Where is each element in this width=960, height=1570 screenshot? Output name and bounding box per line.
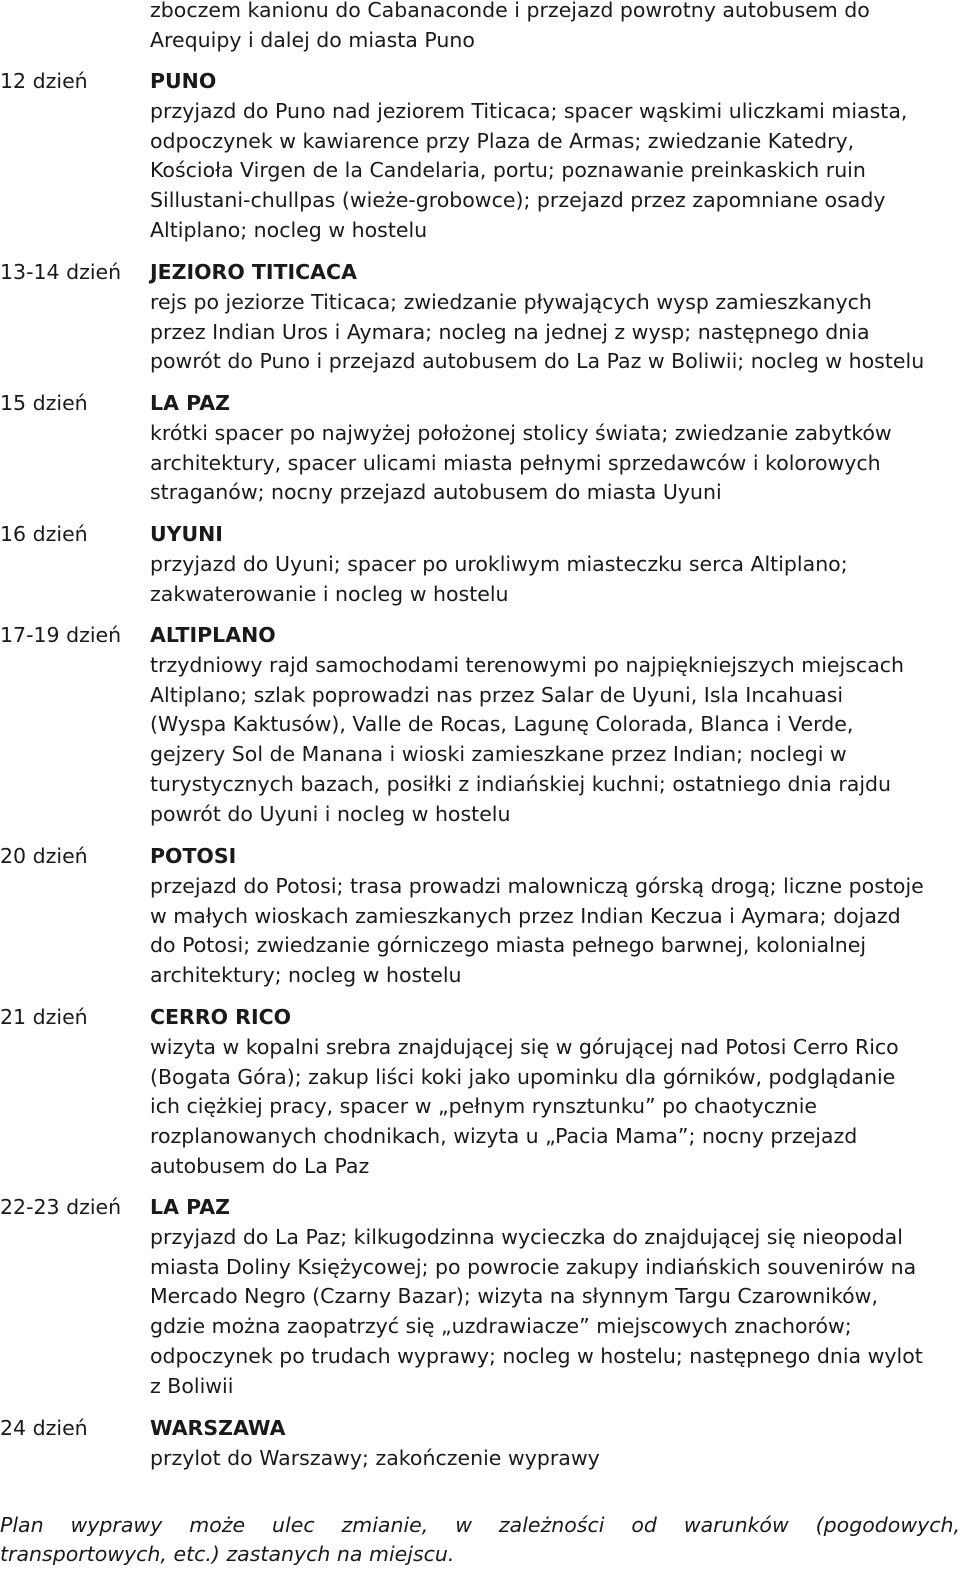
- description-line: turystycznych bazach, posiłki z indiańskiej kuchni; ostatniego dnia rajdu: [150, 771, 892, 796]
- description-line: gejzery Sol de Manana i wioski zamieszkane przez Indian; noclegi w: [150, 742, 847, 767]
- itinerary-note: [0, 1511, 960, 1569]
- description-line: przez Indian Uros i Aymara; nocleg na jednej z wysp; następnego dnia: [150, 319, 870, 344]
- day-label: 12 dzień: [0, 69, 88, 93]
- intro-line: Arequipy i dalej do miasta Puno: [150, 27, 475, 52]
- note-line: transportowych, etc.) zastanych na miejscu.: [0, 1542, 455, 1566]
- description-line: Altiplano; szlak poprowadzi nas przez Salar de Uyuni, Isla Incahuasi: [150, 682, 844, 707]
- description-line: (Bogata Góra); zakup liści koki jako upominku dla górników, podglądanie: [150, 1064, 896, 1089]
- place-heading: PUNO: [150, 69, 217, 93]
- place-heading: JEZIORO TITICACA: [150, 260, 357, 284]
- place-heading: CERRO RICO: [150, 1005, 292, 1029]
- entry-content: [150, 1003, 899, 1182]
- description-line: powrót do Puno i przejazd autobusem do La Paz w Boliwii; nocleg w hostelu: [150, 349, 925, 374]
- entry-content: [150, 621, 904, 830]
- description-line: w małych wioskach zamieszkanych przez Indian Keczua i Aymara; dojazd: [150, 903, 901, 928]
- day-label: 15 dzień: [0, 391, 88, 415]
- day-label: 20 dzień: [0, 844, 88, 868]
- day-label: 16 dzień: [0, 522, 88, 546]
- place-heading: LA PAZ: [150, 391, 230, 415]
- day-label: 13-14 dzień: [0, 260, 122, 284]
- description-line: (Wyspa Kaktusów), Valle de Rocas, Lagunę Colorada, Blanca i Verde,: [150, 712, 854, 737]
- entry-content: [150, 1414, 600, 1474]
- description-line: architektury; nocleg w hostelu: [150, 963, 462, 988]
- description-line: przylot do Warszawy; zakończenie wyprawy: [150, 1445, 600, 1470]
- entry-content: [150, 258, 924, 377]
- entry-content: [150, 520, 848, 609]
- place-heading: ALTIPLANO: [150, 623, 276, 647]
- intro-continuation: [150, 0, 870, 56]
- day-label: 24 dzień: [0, 1416, 88, 1440]
- place-heading: UYUNI: [150, 522, 223, 546]
- description-line: rozplanowanych chodnikach, wizyta u „Pacia Mama”; nocny przejazd: [150, 1124, 858, 1149]
- description-line: przyjazd do Uyuni; spacer po urokliwym miasteczku serca Altiplano;: [150, 551, 848, 576]
- description-line: do Potosi; zwiedzanie górniczego miasta pełnego barwnej, kolonialnej: [150, 933, 867, 958]
- description-line: autobusem do La Paz: [150, 1153, 370, 1178]
- intro-line: zboczem kanionu do Cabanaconde i przejazd powrotny autobusem do: [150, 0, 870, 22]
- description-line: wizyta w kopalni srebra znajdującej się w górującej nad Potosi Cerro Rico: [150, 1034, 899, 1059]
- description-line: Sillustani-chullpas (wieże-grobowce); przejazd przez zapomniane osady: [150, 188, 886, 213]
- place-heading: WARSZAWA: [150, 1416, 286, 1440]
- description-line: architektury, spacer ulicami miasta pełnymi sprzedawców i kolorowych: [150, 450, 881, 475]
- description-line: powrót do Uyuni i nocleg w hostelu: [150, 801, 511, 826]
- description-line: z Boliwii: [150, 1373, 234, 1398]
- description-line: ich ciężkiej pracy, spacer w „pełnym rynsztunku” po chaotycznie: [150, 1094, 818, 1119]
- description-line: przejazd do Potosi; trasa prowadzi malowniczą górską drogą; liczne postoje: [150, 873, 924, 898]
- description-line: Kościoła Virgen de la Candelaria, portu; poznawanie preinkaskich ruin: [150, 158, 866, 183]
- description-line: straganów; nocny przejazd autobusem do miasta Uyuni: [150, 480, 722, 505]
- description-line: rejs po jeziorze Titicaca; zwiedzanie pływających wysp zamieszkanych: [150, 289, 872, 314]
- description-line: miasta Doliny Księżycowej; po powrocie zakupy indiańskich souvenirów na: [150, 1254, 917, 1279]
- day-label: 22-23 dzień: [0, 1195, 122, 1219]
- place-heading: POTOSI: [150, 844, 237, 868]
- description-line: przyjazd do Puno nad jeziorem Titicaca; spacer wąskimi uliczkami miasta,: [150, 98, 908, 123]
- entry-content: [150, 389, 892, 508]
- entry-content: [150, 67, 907, 246]
- day-label: 21 dzień: [0, 1005, 88, 1029]
- description-line: zakwaterowanie i nocleg w hostelu: [150, 581, 509, 606]
- day-label: 17-19 dzień: [0, 623, 122, 647]
- description-line: trzydniowy rajd samochodami terenowymi po najpiękniejszych miejscach: [150, 652, 905, 677]
- place-heading: LA PAZ: [150, 1195, 230, 1219]
- note-line: Plan wyprawy może ulec zmianie, w zależności od warunków (pogodowych,: [0, 1513, 960, 1537]
- description-line: odpoczynek w kawiarence przy Plaza de Armas; zwiedzanie Katedry,: [150, 128, 855, 153]
- description-line: krótki spacer po najwyżej położonej stolicy świata; zwiedzanie zabytków: [150, 420, 892, 445]
- description-line: przyjazd do La Paz; kilkugodzinna wycieczka do znajdującej się nieopodal: [150, 1224, 903, 1249]
- description-line: Mercado Negro (Czarny Bazar); wizyta na słynnym Targu Czarowników,: [150, 1284, 878, 1309]
- description-line: gdzie można zaopatrzyć się „uzdrawiacze” miejscowych znachorów;: [150, 1314, 852, 1339]
- description-line: odpoczynek po trudach wyprawy; nocleg w hostelu; następnego dnia wylot: [150, 1343, 923, 1368]
- entry-content: [150, 1193, 923, 1402]
- entry-content: [150, 842, 924, 991]
- description-line: Altiplano; nocleg w hostelu: [150, 217, 428, 242]
